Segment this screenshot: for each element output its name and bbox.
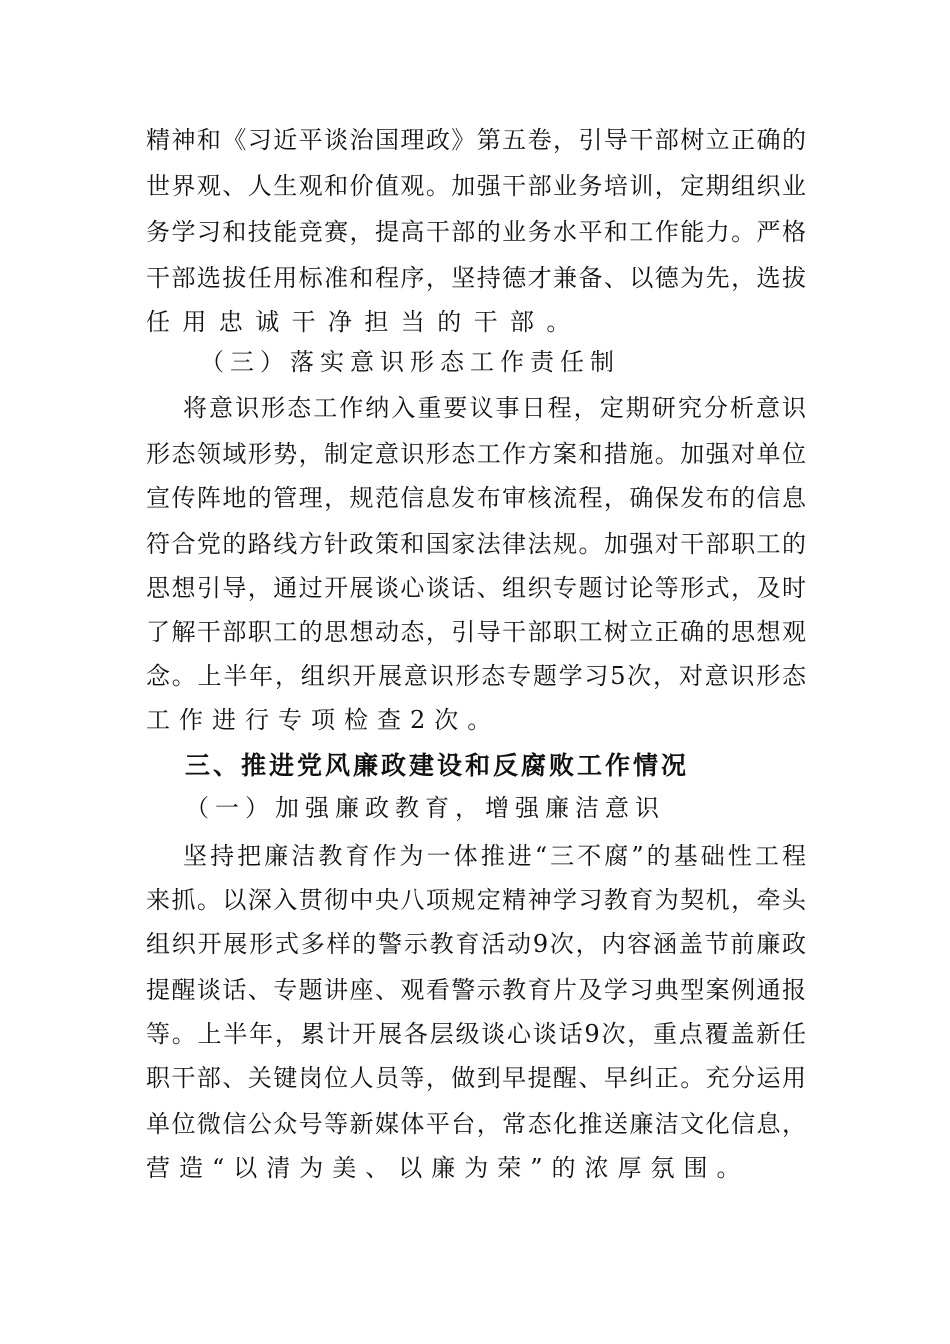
paragraph-line: 将意识形态工作纳入重要议事日程，定期研究分析意识 — [183, 394, 806, 422]
paragraph-line: 精神和《习近平谈治国理政》第五卷，引导干部树立正确的 — [146, 126, 806, 154]
paragraph-line: 了解干部职工的思想动态，引导干部职工树立正确的思想观 — [146, 618, 806, 646]
paragraph-line: 宣传阵地的管理，规范信息发布审核流程，确保发布的信息 — [146, 484, 806, 512]
paragraph-line: 职干部、关键岗位人员等，做到早提醒、早纠正。充分运用 — [146, 1064, 806, 1092]
paragraph-line: 任用忠诚干净担当的干部。 — [146, 308, 583, 336]
paragraph-line: 形态领域形势，制定意识形态工作方案和措施。加强对单位 — [146, 440, 806, 468]
paragraph-line: 念。上半年，组织开展意识形态专题学习5次，对意识形态 — [146, 662, 806, 690]
paragraph-line: 坚持把廉洁教育作为一体推进“三不腐”的基础性工程 — [183, 842, 806, 870]
paragraph-line: 组织开展形式多样的警示教育活动9次，内容涵盖节前廉政 — [146, 930, 806, 958]
paragraph-line: 提醒谈话、专题讲座、观看警示教育片及学习典型案例通报 — [146, 976, 806, 1004]
paragraph-line: 干部选拔任用标准和程序，坚持德才兼备、以德为先，选拔 — [146, 264, 806, 292]
paragraph-line: 符合党的路线方针政策和国家法律法规。加强对干部职工的 — [146, 530, 806, 558]
paragraph-line: 务学习和技能竞赛，提高干部的业务水平和工作能力。严格 — [146, 218, 806, 246]
paragraph-line: 工作进行专项检查2次。 — [146, 706, 501, 734]
paragraph-line: 等。上半年，累计开展各层级谈心谈话9次，重点覆盖新任 — [146, 1020, 806, 1048]
paragraph-line: 营造“以清为美、以廉为荣”的浓厚氛围。 — [146, 1154, 750, 1182]
paragraph-line: 世界观、人生观和价值观。加强干部业务培训，定期组织业 — [146, 172, 806, 200]
section-heading: 三、推进党风廉政建设和反腐败工作情况 — [185, 751, 690, 780]
paragraph-line: 思想引导，通过开展谈心谈话、组织专题讨论等形式，及时 — [146, 574, 806, 602]
paragraph-line: 单位微信公众号等新媒体平台，常态化推送廉洁文化信息， — [146, 1110, 806, 1138]
subsection-heading: （一）加强廉政教育，增强廉洁意识 — [185, 794, 665, 822]
subsection-heading: （三）落实意识形态工作责任制 — [200, 348, 620, 376]
paragraph-line: 来抓。以深入贯彻中央八项规定精神学习教育为契机，牵头 — [146, 886, 806, 914]
